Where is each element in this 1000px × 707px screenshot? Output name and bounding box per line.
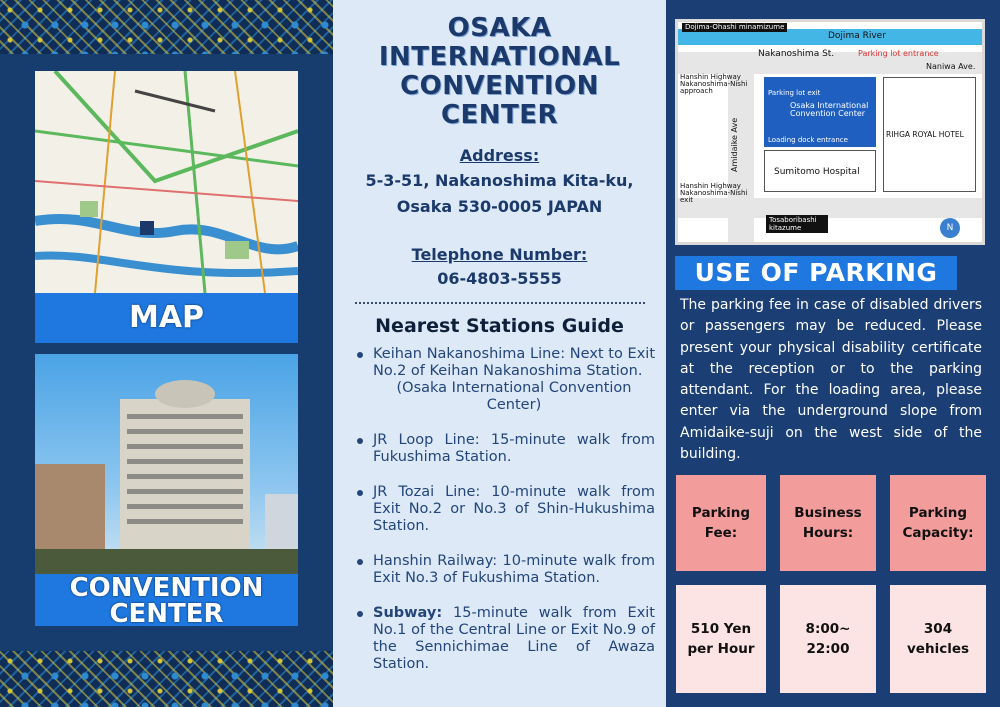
hanshin-exit-label: Hanshin Highway Nakanoshima-Nishi exit	[680, 182, 748, 204]
telephone-number: 06-4803-5555	[437, 269, 562, 288]
rihga-label: RIHGA ROYAL HOTEL	[886, 130, 964, 139]
station-item	[355, 484, 655, 535]
dotted-divider	[355, 302, 645, 304]
address-line-1: 5-3-51, Nakanoshima Kita-ku,	[365, 171, 634, 190]
nakanoshima-st-label: Nakanoshima St.	[758, 49, 835, 59]
decorative-pattern-top	[0, 0, 333, 54]
sumitomo-label: Sumitomo Hospital	[774, 167, 860, 177]
stations-list	[355, 346, 655, 691]
tosaboribashi-label: Tosaboribashi kitazume	[766, 215, 828, 233]
station-item	[355, 605, 655, 673]
station-item	[355, 346, 655, 414]
parking-description: The parking fee in case of disabled drivers or passengers may be reduced. Please present your physical disability certificate at the reception or to the parking attendant. For the loading area, please enter via the underground slope from Amidaike-suji on the west side of the building.	[680, 297, 982, 463]
address-line-2: Osaka 530-0005 JAPAN	[396, 197, 603, 216]
station-item	[355, 432, 655, 466]
business-hours-header: Business Hours:	[780, 475, 876, 571]
naniwa-ave-label: Naniwa Ave.	[926, 62, 976, 71]
station-item-text: JR Tozai Line: 10-minute walk from Exit No.2 or No.3 of Shin-Hukushima Station.	[373, 484, 655, 534]
convention-center-label: CONVENTION CENTER	[35, 574, 298, 626]
station-item-text: Keihan Nakanoshima Line: Next to Exit No.2 of Keihan Nakanoshima Station.	[373, 346, 655, 379]
telephone-heading: Telephone Number:	[411, 245, 588, 264]
north-label: N	[946, 223, 954, 233]
hanshin-approach-label: Hanshin Highway Nakanoshima-Nishi approach	[680, 73, 748, 95]
stations-heading: Nearest Stations Guide	[375, 315, 624, 337]
convention-center-photo	[35, 354, 298, 574]
dojima-river-label: Dojima River	[828, 31, 886, 41]
station-item-bold: Subway:	[373, 605, 443, 621]
middle-panel	[333, 0, 666, 707]
business-hours-value: 8:00~ 22:00	[780, 585, 876, 693]
north-icon	[940, 218, 960, 238]
station-item-text: 15-minute walk from Exit No.1 of the Central Line or Exit No.9 of the Sennichimae Line of Awaza Station.	[373, 605, 655, 672]
station-item-text: Hanshin Railway: 10-minute walk from Exit No.3 of Fukushima Station.	[373, 553, 655, 586]
parking-access-diagram	[675, 19, 985, 245]
parking-fee-value: 510 Yen per Hour	[676, 585, 766, 693]
station-item-note: (Osaka International Convention Center)	[396, 380, 632, 413]
area-map-image	[35, 71, 298, 293]
page-title: OSAKA INTERNATIONAL CONVENTION CENTER	[378, 13, 621, 130]
parking-exit-label: Parking lot exit	[768, 89, 821, 97]
amidaike-label: Amidaike Ave	[730, 117, 739, 172]
address-heading: Address:	[459, 146, 540, 165]
center-name-label: Osaka International Convention Center	[790, 101, 869, 118]
left-panel	[0, 0, 333, 707]
parking-capacity-value: 304 vehicles	[890, 585, 986, 693]
parking-heading: USE OF PARKING	[675, 256, 957, 290]
parking-capacity-header: Parking Capacity:	[890, 475, 986, 571]
right-panel	[666, 0, 1000, 707]
dojima-ohashi-label: Dojima-Ohashi minamizume	[682, 23, 787, 32]
map-label: MAP	[35, 293, 298, 343]
parking-fee-header: Parking Fee:	[676, 475, 766, 571]
station-item-text: JR Loop Line: 15-minute walk from Fukushima Station.	[373, 432, 655, 465]
station-item	[355, 553, 655, 587]
address-text	[333, 168, 666, 220]
parking-entrance-label: Parking lot entrance	[858, 49, 939, 58]
loading-dock-label: Loading dock entrance	[768, 136, 848, 144]
decorative-pattern-bottom	[0, 651, 333, 707]
